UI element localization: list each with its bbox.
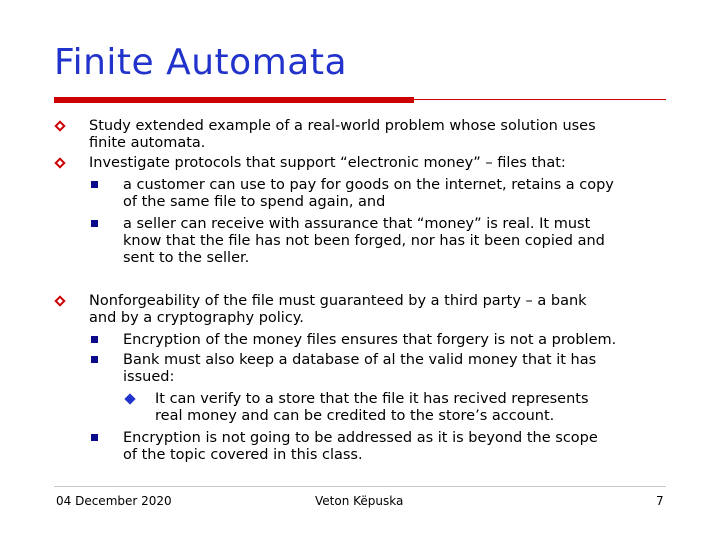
bullet-3-sub-1-line-1: Encryption of the money files ensures that forgery is not a problem. [123, 332, 617, 348]
footer-divider [54, 486, 666, 487]
bullet-2-sub-2-line-2: know that the file has not been forged, nor has it been copied and [123, 233, 605, 249]
bullet-1-line-1: Study extended example of a real-world problem whose solution uses [89, 118, 596, 134]
square-bullet-icon [91, 181, 98, 188]
bullet-2-sub-2-line-1: a seller can receive with assurance that “money” is real. It must [123, 216, 591, 232]
footer-date: 04 December 2020 [56, 494, 172, 508]
bullet-2-line-1: Investigate protocols that support “electronic money” – files that: [89, 155, 566, 171]
title-underline-thin [414, 99, 666, 100]
bullet-2-sub-2-line-3: sent to the seller. [123, 250, 250, 266]
footer-page-number: 7 [656, 494, 664, 508]
title-underline-thick [54, 97, 414, 103]
square-bullet-icon [91, 434, 98, 441]
square-bullet-icon [91, 356, 98, 363]
diamond-sub-bullet-icon [124, 393, 135, 404]
bullet-3-sub-2-line-1: Bank must also keep a database of al the valid money that it has [123, 352, 597, 368]
bullet-1-line-2: finite automata. [89, 135, 206, 151]
bullet-3-sub-3-line-2: of the topic covered in this class. [123, 447, 363, 463]
bullet-3-sub-3-line-1: Encryption is not going to be addressed as it is beyond the scope [123, 430, 598, 446]
footer-author: Veton Këpuska [315, 494, 404, 508]
square-bullet-icon [91, 336, 98, 343]
diamond-bullet-icon [54, 157, 65, 168]
bullet-3-line-1: Nonforgeability of the file must guaranteed by a third party – a bank [89, 293, 587, 309]
bullet-2-sub-1-line-1: a customer can use to pay for goods on the internet, retains a copy [123, 177, 614, 193]
slide-title: Finite Automata [54, 42, 348, 83]
diamond-bullet-icon [54, 295, 65, 306]
bullet-3-sub-2-sub-1-line-1: It can verify to a store that the file it has recived represents [155, 391, 589, 407]
square-bullet-icon [91, 220, 98, 227]
bullet-3-sub-2-line-2: issued: [123, 369, 175, 385]
bullet-2-sub-1-line-2: of the same file to spend again, and [123, 194, 386, 210]
diamond-bullet-icon [54, 120, 65, 131]
bullet-3-line-2: and by a cryptography policy. [89, 310, 304, 326]
bullet-3-sub-2-sub-1-line-2: real money and can be credited to the store’s account. [155, 408, 555, 424]
